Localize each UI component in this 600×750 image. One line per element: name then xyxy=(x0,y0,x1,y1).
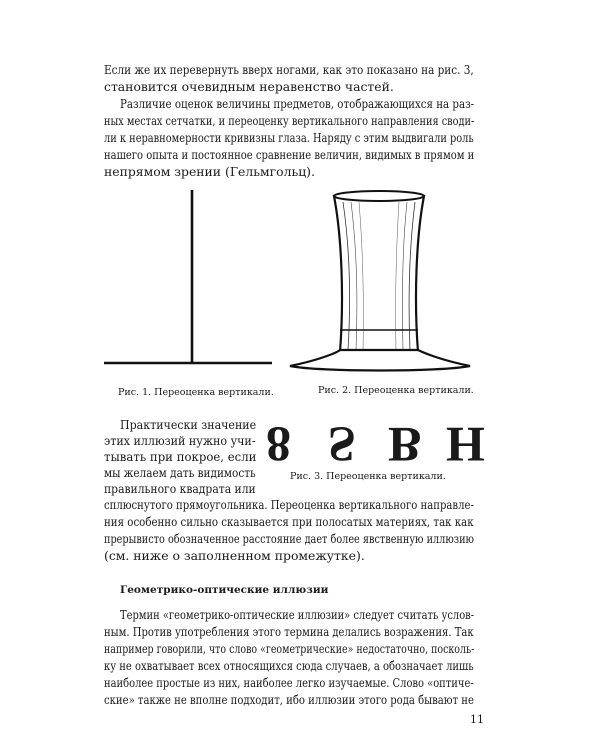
paragraph-2-line-4: нашего опыта и постоянное сравнение величин, видимых в прямом и xyxy=(104,147,475,162)
figure-3-glyph-b: B xyxy=(388,417,422,473)
figure-3-glyph-s: S xyxy=(328,417,356,473)
section-heading: Геометрико-оптические иллюзии xyxy=(120,584,329,596)
paragraph-2-line-2: ных местах сетчатки, и переоценку вертикального направления своди- xyxy=(104,113,475,128)
paragraph-3-line-3: тывать при покрое, если xyxy=(104,449,257,464)
paragraph-1-line-1: Если же их перевернуть вверх ногами, как это показано на рис. 3, xyxy=(104,62,474,77)
paragraph-3-line-7: ния особенно сильно сказывается при полосатых материях, так как xyxy=(104,514,474,529)
paragraph-1-line-2: становится очевидным неравенство частей. xyxy=(104,79,394,94)
paragraph-3-line-4: мы желаем дать видимость xyxy=(104,465,256,480)
paragraph-2-line-1: Различие оценок величины предметов, отображающихся на раз- xyxy=(120,96,475,111)
paragraph-3-line-2: этих иллюзий нужно учи- xyxy=(104,433,256,448)
paragraph-3-line-5: правильного квадрата или xyxy=(104,481,256,496)
paragraph-4-line-6: ские» также не вполне подходит, ибо иллюзии этого рода бывают не xyxy=(104,692,474,707)
figure-3-glyph-h: H xyxy=(446,417,485,473)
figure-3-caption: Рис. 3. Переоценка вертикали. xyxy=(290,471,446,482)
paragraph-3-line-8: прерывисто обозначенное расстояние дает более явственную иллюзию xyxy=(104,531,474,546)
paragraph-4-line-4: ку не охватывает всех относящихся сюда случаев, а обозначает лишь xyxy=(104,658,474,673)
paragraph-4-line-5: наиболее простые из них, наиболее легко изучаемые. Слово «оптиче- xyxy=(104,675,474,690)
figure-2-caption: Рис. 2. Переоценка вертикали. xyxy=(318,385,474,396)
figure-3-glyph-8: 8 xyxy=(266,417,291,473)
page-number: 11 xyxy=(470,713,484,726)
paragraph-4-line-2: ным. Против употребления этого термина делались возражения. Так xyxy=(104,624,474,639)
paragraph-2-line-5: непрямом зрении (Гельмгольц). xyxy=(104,164,315,179)
paragraph-3-line-6: сплюснутого прямоугольника. Переоценка вертикального направле- xyxy=(104,497,474,512)
paragraph-3-line-1: Практически значение xyxy=(120,417,257,432)
paragraph-4-line-1: Термин «геометрико-оптические иллюзии» следует считать услов- xyxy=(120,607,475,622)
paragraph-3-line-9: (см. ниже о заполненном промежутке). xyxy=(104,548,365,563)
paragraph-2-line-3: ли к неравномерности кривизны глаза. Наряду с этим выдвигали роль xyxy=(104,130,474,145)
paragraph-4-line-3: например говорили, что слово «геометрические» недостаточно, посколь- xyxy=(104,641,475,656)
figure-1-caption: Рис. 1. Переоценка вертикали. xyxy=(118,387,274,398)
